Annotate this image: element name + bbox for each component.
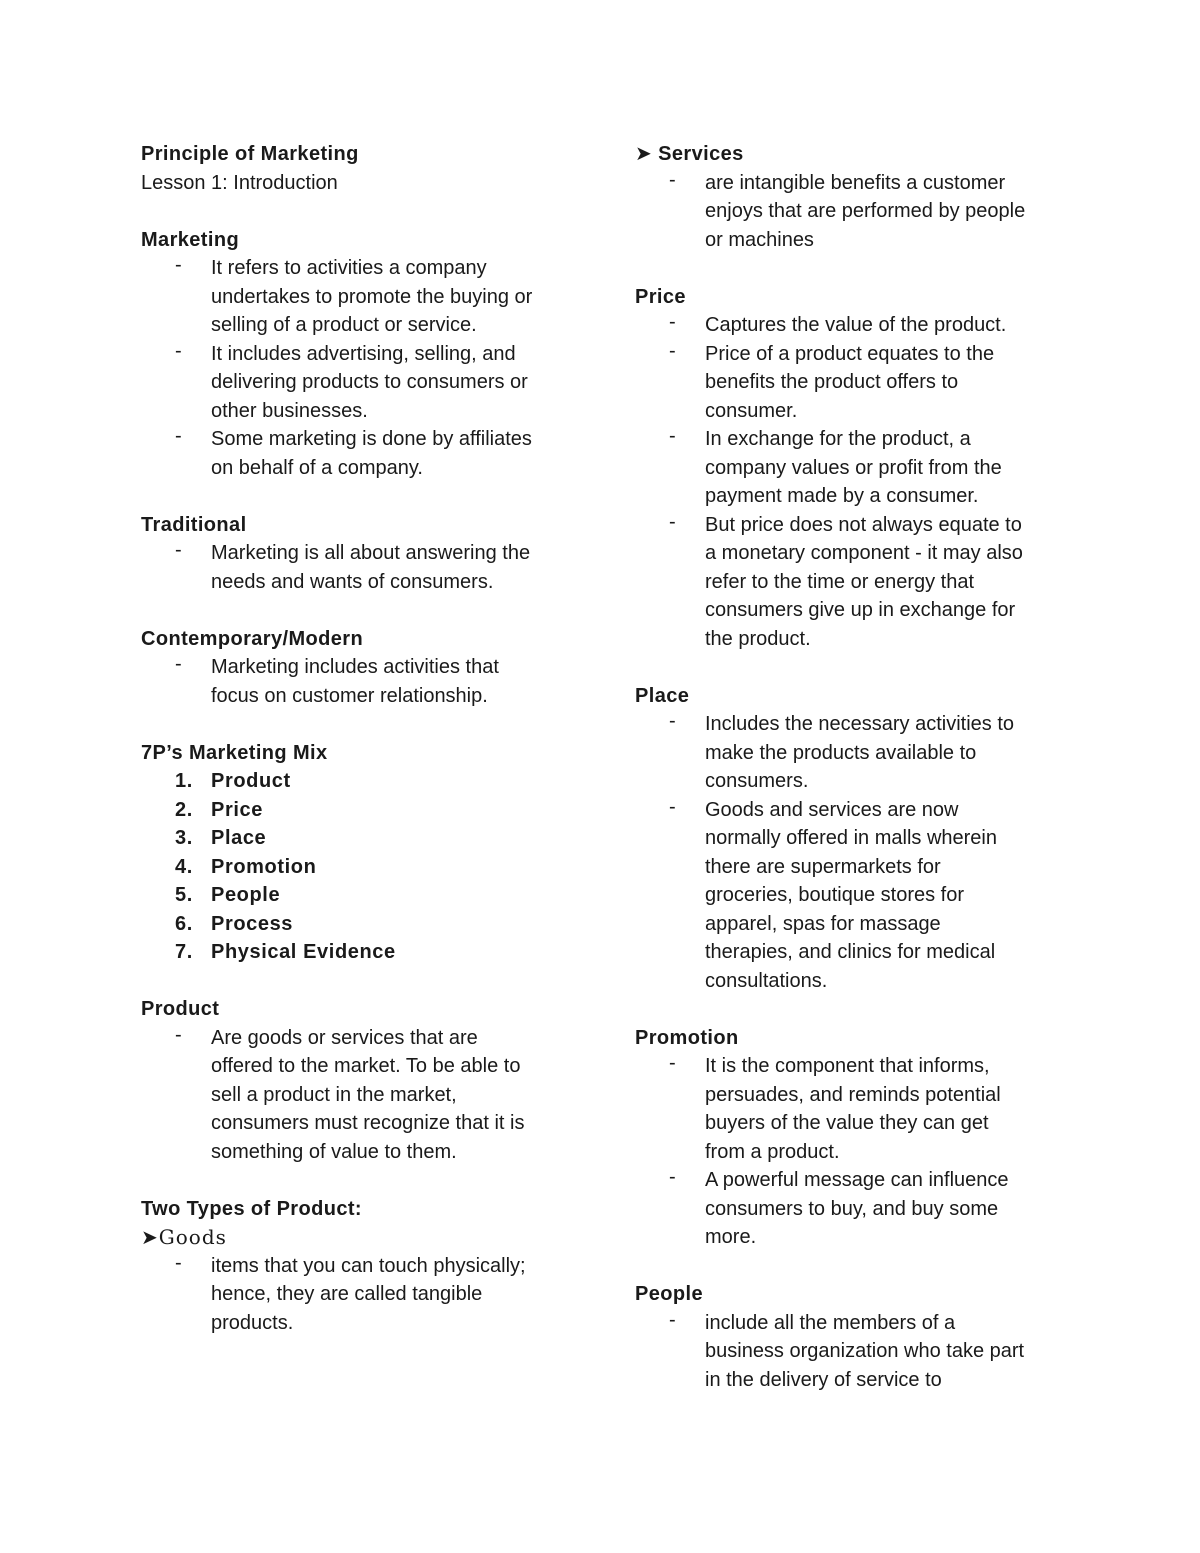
item-number: 2. [175, 798, 193, 821]
list-item-line: therapies, and clinics for medical [705, 941, 996, 963]
list-item-line: company values or profit from the [705, 456, 1002, 479]
list-item [141, 1252, 581, 1338]
list-item-line: offered to the market. To be able to [211, 1055, 521, 1077]
list-item [141, 254, 581, 340]
list-item-line: payment made by a consumer. [705, 485, 979, 507]
list-item-line: It refers to activities a company [211, 257, 487, 279]
list-item-line: undertakes to promote the buying or [211, 285, 533, 308]
list-item-line: consumers to buy, and buy some [705, 1197, 999, 1220]
dash-bullet: - [669, 425, 676, 447]
bullet-list [141, 1252, 581, 1338]
arrow-bullet-icon: ➤ [141, 1225, 159, 1249]
item-number: 1. [175, 770, 193, 792]
list-item-line: Price of a product equates to the [705, 342, 995, 365]
section-heading-price: Price [635, 285, 686, 308]
list-item-line: selling of a product or service. [211, 314, 477, 336]
list-item-line: Goods and services are now [705, 798, 959, 821]
numbered-item [141, 910, 581, 939]
list-item-line: Marketing includes activities that [211, 656, 499, 678]
item-label: Physical Evidence [211, 941, 396, 963]
item-label: Place [211, 827, 267, 849]
list-item-line: Marketing is all about answering the [211, 542, 531, 564]
dash-bullet: - [669, 168, 676, 191]
list-item-line: normally offered in malls wherein [705, 827, 997, 849]
list-item-line: It includes advertising, selling, and [211, 342, 516, 365]
dash-bullet: - [669, 795, 676, 818]
dash-bullet: - [669, 1166, 676, 1188]
list-item-line: needs and wants of consumers. [211, 570, 494, 593]
list-item-line: consultations. [705, 969, 828, 992]
list-item-line: or machines [705, 228, 814, 251]
numbered-item [141, 853, 581, 882]
item-label: People [211, 884, 281, 906]
bullet-list [141, 539, 581, 596]
list-item-line: are intangible benefits a customer [705, 171, 1006, 194]
list-item-line: hence, they are called tangible [211, 1283, 483, 1305]
dash-bullet: - [669, 710, 676, 732]
bullet-list [635, 311, 1075, 653]
section-heading-people: People [635, 1283, 703, 1305]
list-item [635, 1166, 1075, 1252]
bullet-list [141, 1024, 581, 1167]
section-heading-product: Product [141, 998, 220, 1020]
list-item [635, 796, 1075, 996]
list-item-line: on behalf of a company. [211, 456, 423, 479]
right-column [635, 140, 1075, 1394]
list-item-line: consumers. [705, 770, 809, 792]
item-number: 7. [175, 941, 193, 963]
dash-bullet: - [175, 1251, 182, 1274]
list-item-line: enjoys that are performed by people [705, 200, 1026, 222]
left-column [141, 140, 581, 1337]
list-item-line: benefits the product offers to [705, 371, 959, 393]
list-item [141, 1024, 581, 1167]
item-label: Price [211, 798, 263, 821]
section-heading-contemporary: Contemporary/Modern [141, 627, 364, 650]
bullet-list [141, 653, 581, 710]
subheading-goods [141, 1223, 581, 1252]
list-item-line: there are supermarkets for [705, 855, 941, 878]
list-item-line: consumers give up in exchange for [705, 599, 1016, 621]
section-heading-traditional: Traditional [141, 513, 247, 536]
list-item-line: groceries, boutique stores for [705, 884, 965, 906]
numbered-item [141, 796, 581, 825]
list-item [635, 311, 1075, 340]
lesson-subtitle: Lesson 1: Introduction [141, 171, 338, 194]
dash-bullet: - [175, 653, 182, 675]
list-item-line: something of value to them. [211, 1140, 457, 1163]
dash-bullet: - [669, 311, 676, 333]
list-item-line: sell a product in the market, [211, 1083, 457, 1106]
list-item-line: products. [211, 1311, 294, 1334]
list-item-line: Some marketing is done by affiliates [211, 428, 532, 450]
list-item-line: business organization who take part [705, 1340, 1025, 1362]
list-item-line: It is the component that informs, [705, 1055, 990, 1077]
item-number: 3. [175, 827, 193, 849]
bullet-list [635, 169, 1075, 255]
list-item-line: In exchange for the product, a [705, 428, 971, 450]
list-item [635, 1052, 1075, 1166]
dash-bullet: - [669, 510, 676, 533]
list-item-line: Includes the necessary activities to [705, 713, 1015, 735]
numbered-list [141, 767, 581, 967]
list-item-line: persuades, and reminds potential [705, 1083, 1001, 1106]
item-number: 5. [175, 884, 193, 906]
dash-bullet: - [175, 425, 182, 447]
list-item [141, 340, 581, 426]
list-item [635, 1309, 1075, 1395]
item-number: 4. [175, 855, 193, 878]
arrow-bullet-icon: ➤ [635, 143, 653, 165]
list-item [635, 169, 1075, 255]
list-item-line: buyers of the value they can get [705, 1112, 989, 1134]
list-item-line: the product. [705, 627, 811, 650]
bullet-list [635, 1052, 1075, 1252]
section-heading-place: Place [635, 684, 690, 707]
section-heading-promotion: Promotion [635, 1026, 739, 1049]
list-item-line: Captures the value of the product. [705, 314, 1007, 336]
list-item-line: make the products available to [705, 741, 977, 764]
list-item-line: more. [705, 1226, 757, 1248]
services-label: Services [658, 143, 744, 165]
list-item-line: in the delivery of service to [705, 1368, 942, 1391]
list-item-line: focus on customer relationship. [211, 684, 488, 707]
bullet-list [635, 710, 1075, 995]
list-item [635, 340, 1075, 426]
dash-bullet: - [175, 539, 182, 561]
list-item-line: a monetary component - it may also [705, 542, 1023, 564]
list-item-line: Are goods or services that are [211, 1026, 478, 1049]
dash-bullet: - [669, 1308, 676, 1331]
list-item-line: But price does not always equate to [705, 513, 1022, 536]
section-heading-marketing-mix: 7P’s Marketing Mix [141, 741, 328, 764]
list-item-line: other businesses. [211, 399, 368, 422]
list-item [635, 710, 1075, 796]
bullet-list [635, 1309, 1075, 1395]
list-item-line: include all the members of a [705, 1311, 956, 1334]
numbered-item [141, 881, 581, 910]
list-item [141, 653, 581, 710]
item-label: Promotion [211, 855, 317, 878]
list-item-line: consumers must recognize that it is [211, 1112, 525, 1134]
section-heading-two-types: Two Types of Product: [141, 1197, 362, 1220]
numbered-item [141, 938, 581, 967]
bullet-list [141, 254, 581, 482]
list-item-line: A powerful message can influence [705, 1169, 1009, 1191]
item-number: 6. [175, 912, 193, 935]
item-label: Process [211, 912, 294, 935]
dash-bullet: - [175, 1023, 182, 1046]
dash-bullet: - [669, 339, 676, 362]
list-item [141, 539, 581, 596]
numbered-item [141, 767, 581, 796]
list-item [635, 425, 1075, 511]
section-heading-marketing: Marketing [141, 228, 240, 251]
list-item-line: items that you can touch physically; [211, 1254, 526, 1277]
list-item [635, 511, 1075, 654]
goods-label: Goods [158, 1225, 227, 1249]
item-label: Product [211, 770, 291, 792]
dash-bullet: - [669, 1052, 676, 1074]
list-item-line: apparel, spas for massage [705, 912, 941, 935]
list-item [141, 425, 581, 482]
list-item-line: refer to the time or energy that [705, 570, 975, 593]
list-item-line: from a product. [705, 1140, 840, 1163]
document-title: Principle of Marketing [141, 143, 359, 165]
numbered-item [141, 824, 581, 853]
list-item-line: delivering products to consumers or [211, 371, 528, 393]
dash-bullet: - [175, 339, 182, 362]
dash-bullet: - [175, 254, 182, 276]
subheading-services [635, 140, 1075, 169]
list-item-line: consumer. [705, 399, 798, 422]
